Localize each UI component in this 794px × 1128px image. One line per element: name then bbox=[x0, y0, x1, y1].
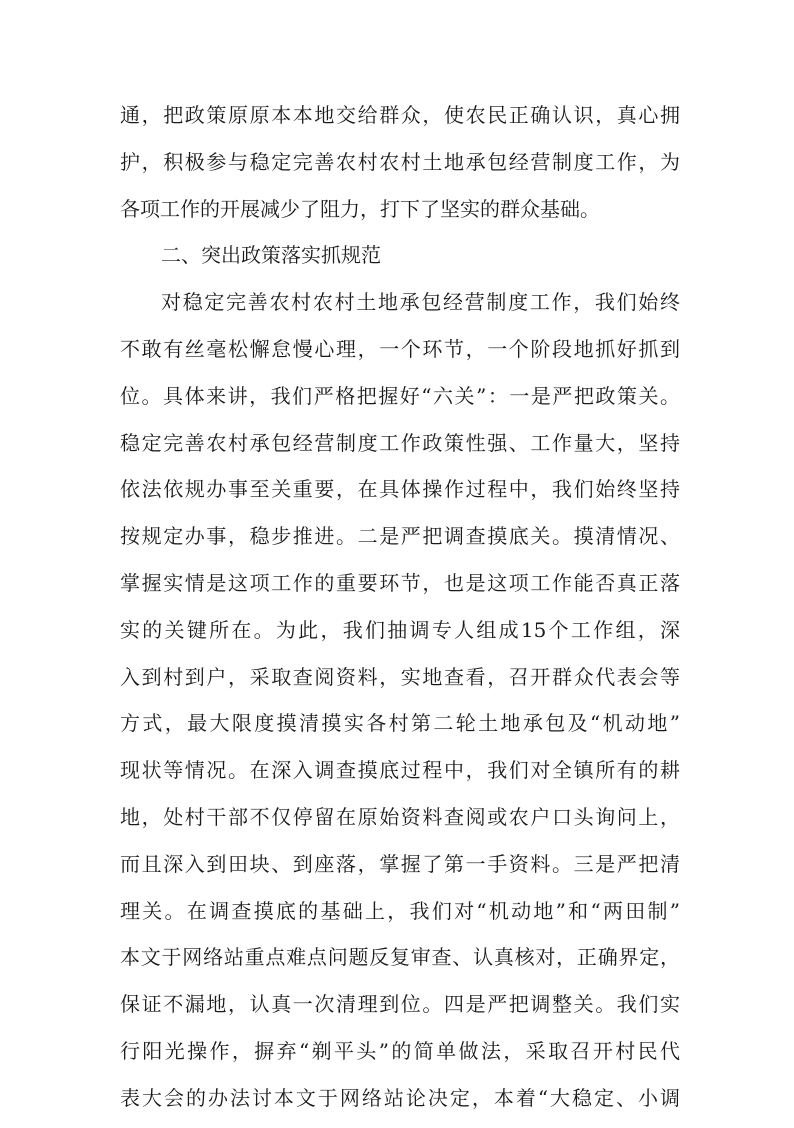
text-line: 理关。在调查摸底的基础上，我们对“机动地”和“两田制” bbox=[120, 898, 680, 923]
text-line: 依法依规办事至关重要，在具体操作过程中，我们始终坚持 bbox=[120, 477, 680, 502]
text-line: 通，把政策原原本本地交给群众，使农民正确认识，真心拥 bbox=[120, 103, 680, 127]
text-line: 本文于网络站重点难点问题反复审查、认真核对，正确界定， bbox=[120, 945, 680, 970]
text-line: 稳定完善农村承包经营制度工作政策性强、工作量大，坚持 bbox=[120, 430, 680, 455]
text-line: 行阳光操作，摒弃“剃平头”的简单做法，采取召开村民代 bbox=[120, 1038, 680, 1063]
text-line: 地，处村干部不仅停留在原始资料查阅或农户口头询问上， bbox=[120, 804, 680, 829]
text-line: 实的关键所在。为此，我们抽调专人组成15个工作组，深 bbox=[120, 617, 680, 642]
text-line: 掌握实情是这项工作的重要环节，也是这项工作能否真正落 bbox=[120, 570, 680, 595]
text-line: 方式，最大限度摸清摸实各村第二轮土地承包及“机动地” bbox=[120, 711, 680, 736]
body-text bbox=[120, 98, 680, 1128]
text-line: 按规定办事，稳步推进。二是严把调查摸底关。摸清情况、 bbox=[120, 524, 680, 549]
text-line: 不敢有丝毫松懈怠慢心理，一个环节，一个阶段地抓好抓到 bbox=[120, 336, 680, 361]
text-line: 位。具体来讲，我们严格把握好“六关”：一是严把政策关。 bbox=[120, 383, 680, 408]
text-line: 对稳定完善农村农村土地承包经营制度工作，我们始终 bbox=[161, 290, 680, 315]
text-line: 护，积极参与稳定完善农村农村土地承包经营制度工作，为 bbox=[120, 149, 680, 174]
text-line: 保证不漏地，认真一次清理到位。四是严把调整关。我们实 bbox=[120, 992, 680, 1017]
text-line: 入到村到户，采取查阅资料，实地查看，召开群众代表会等 bbox=[120, 664, 680, 689]
text-line: 各项工作的开展减少了阻力，打下了坚实的群众基础。 bbox=[120, 196, 600, 221]
text-line: 现状等情况。在深入调查摸底过程中，我们对全镇所有的耕 bbox=[120, 758, 680, 783]
text-line: 而且深入到田块、到座落，掌握了第一手资料。三是严把清 bbox=[120, 851, 680, 876]
text-line: 表大会的办法讨本文于网络站论决定，本着“大稳定、小调 bbox=[120, 1085, 680, 1110]
section-heading: 二、突出政策落实抓规范 bbox=[161, 243, 381, 268]
